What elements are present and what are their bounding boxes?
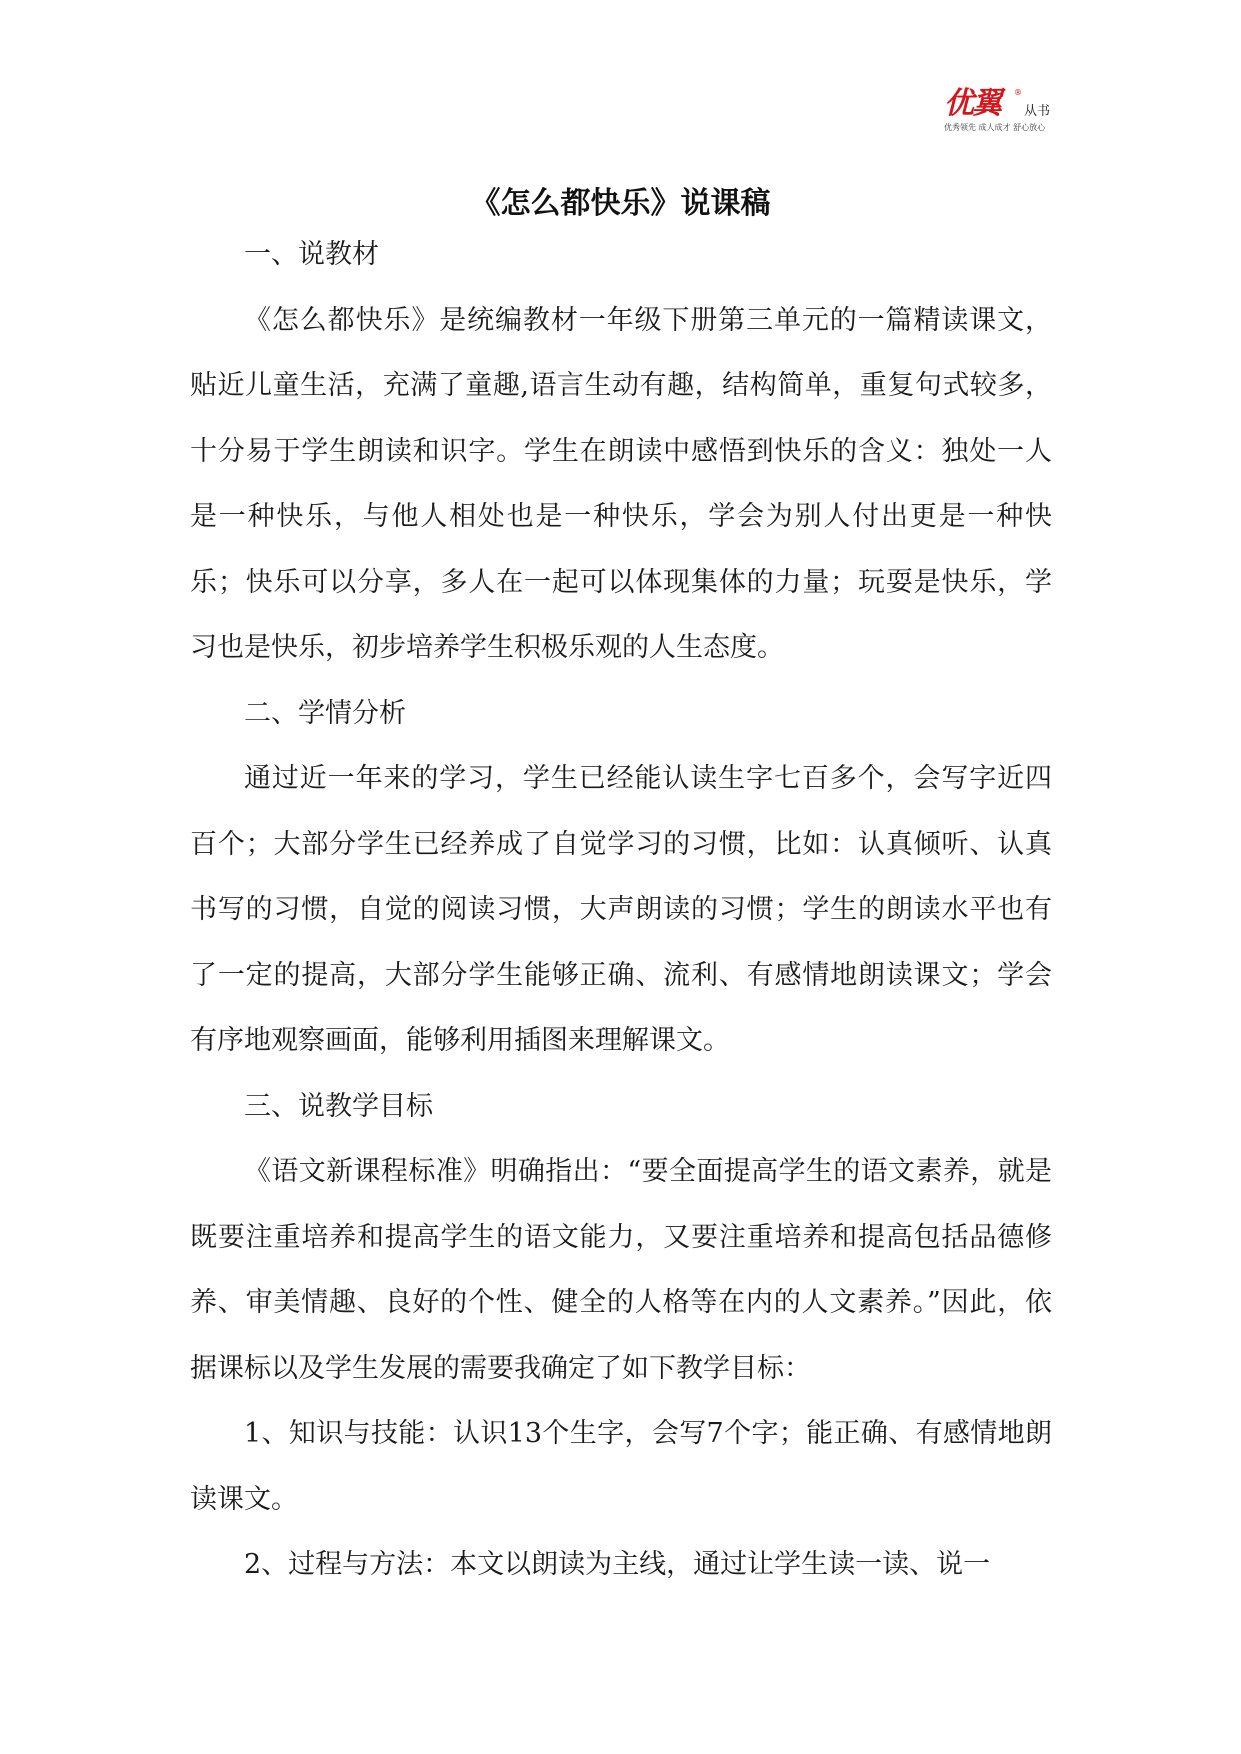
section-heading-student-analysis: 二、学情分析	[244, 697, 406, 729]
paragraph-curriculum-standard: 《语文新课程标准》明确指出：“要全面提高学生的语文素养，就是既要注重培养和提高学生的语文能力，又要注重培养和提高包括品德修养、审美情趣、良好的个性、健全的人格等在内的人文素养。”因此，依据课标以及学生发展的需要我确定了如下教学目标：	[190, 1156, 1052, 1384]
registered-mark: ®	[1014, 88, 1022, 97]
section-heading-teaching-material: 一、说教材	[244, 239, 379, 270]
paragraph-teaching-material: 《怎么都快乐》是统编教材一年级下册第三单元的一篇精读课文，贴近儿童生活，充满了童趣,语言生动有趣，结构简单，重复句式较多，十分易于学生朗读和识字。学生在朗读中感悟到快乐的含义：独处一人是一种快乐，与他人相处也是一种快乐，学会为别人付出更是一种快乐；快乐可以分享，多人在一起可以体现集体的力量；玩耍是快乐，学习也是快乐，初步培养学生积极乐观的人生态度。	[190, 304, 1052, 663]
logo-series-text: 从书	[1024, 104, 1051, 119]
logo-slogan: 优秀领先 成人成才 舒心放心	[944, 123, 1046, 132]
section-heading-teaching-goals: 三、说教学目标	[244, 1090, 433, 1122]
goal-item-knowledge: 1、知识与技能：认识13个生字，会写7个字；能正确、有感情地朗读课文。	[190, 1418, 1052, 1515]
document-body	[190, 222, 1052, 1598]
brand-logo	[944, 88, 1064, 136]
goal-item-process: 2、过程与方法：本文以朗读为主线，通过让学生读一读、说一	[244, 1549, 991, 1580]
document-title: 《怎么都快乐》说课稿	[470, 186, 771, 222]
paragraph-student-analysis: 通过近一年来的学习，学生已经能认读生字七百多个，会写字近四百个；大部分学生已经养成了自觉学习的习惯，比如：认真倾听、认真书写的习惯，自觉的阅读习惯，大声朗读的习惯；学生的朗读水平也有了一定的提高，大部分学生能够正确、流利、有感情地朗读课文；学会有序地观察画面，能够利用插图来理解课文。	[190, 763, 1052, 1056]
logo-brand-text: 优翼	[944, 86, 1000, 121]
